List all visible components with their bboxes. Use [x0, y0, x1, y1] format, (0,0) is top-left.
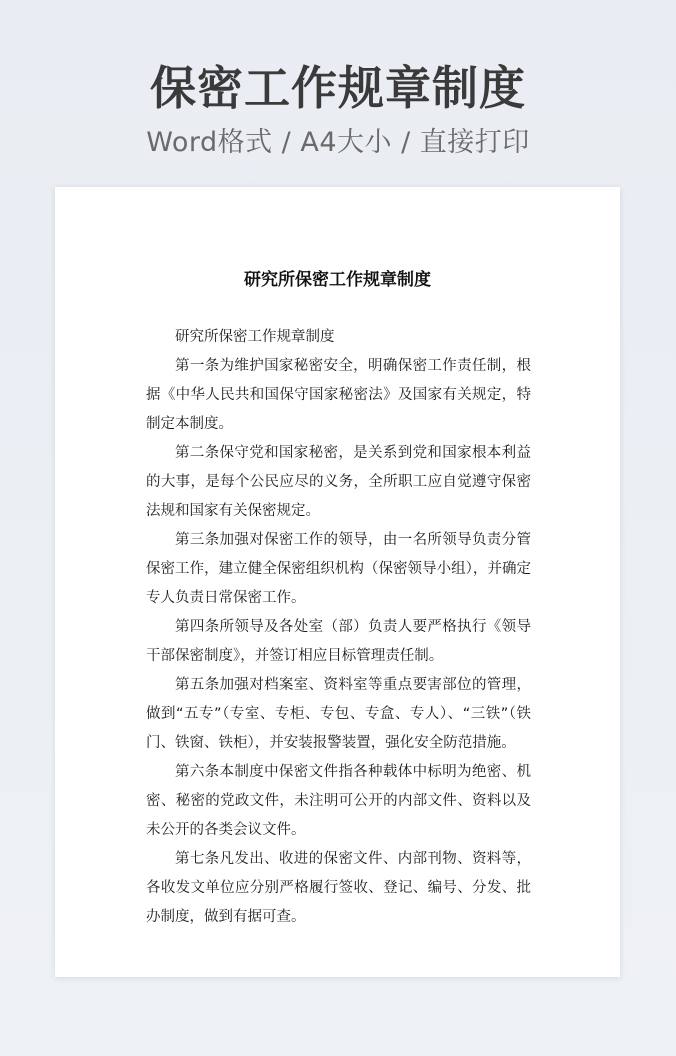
document-paragraph-article-7: 第七条凡发出、收进的保密文件、内部刊物、资料等，各收发文单位应分别严格履行签收、登记、编号、分发、批办制度，做到有据可查。 — [146, 851, 531, 925]
document-body — [146, 323, 531, 932]
document-page — [55, 187, 620, 977]
document-paragraph-article-1: 第一条为维护国家秘密安全，明确保密工作责任制，根据《中华人民共和国保守国家秘密法》及国家有关规定，特制定本制度。 — [146, 358, 531, 432]
page-title: 保密工作规章制度 — [150, 61, 526, 115]
document-paragraph-article-4: 第四条所领导及各处室（部）负责人要严格执行《领导干部保密制度》，并签订相应目标管理责任制。 — [146, 619, 531, 664]
document-paragraph-heading: 研究所保密工作规章制度 — [175, 329, 335, 345]
document-paragraph-article-3: 第三条加强对保密工作的领导，由一名所领导负责分管保密工作，建立健全保密组织机构（保密领导小组），并确定专人负责日常保密工作。 — [146, 532, 531, 606]
document-title: 研究所保密工作规章制度 — [244, 270, 431, 290]
page-subtitle: Word格式 / A4大小 / 直接打印 — [146, 127, 530, 158]
document-paragraph-article-2: 第二条保守党和国家秘密，是关系到党和国家根本利益的大事，是每个公民应尽的义务，全所职工应自觉遵守保密法规和国家有关保密规定。 — [146, 445, 531, 519]
document-paragraph-article-5: 第五条加强对档案室、资料室等重点要害部位的管理，做到“五专”（专室、专柜、专包、专盒、专人）、“三铁”（铁门、铁窗、铁柜），并安装报警装置，强化安全防范措施。 — [146, 677, 531, 751]
document-paragraph-article-6: 第六条本制度中保密文件指各种载体中标明为绝密、机密、秘密的党政文件，未注明可公开的内部文件、资料以及未公开的各类会议文件。 — [146, 764, 531, 838]
